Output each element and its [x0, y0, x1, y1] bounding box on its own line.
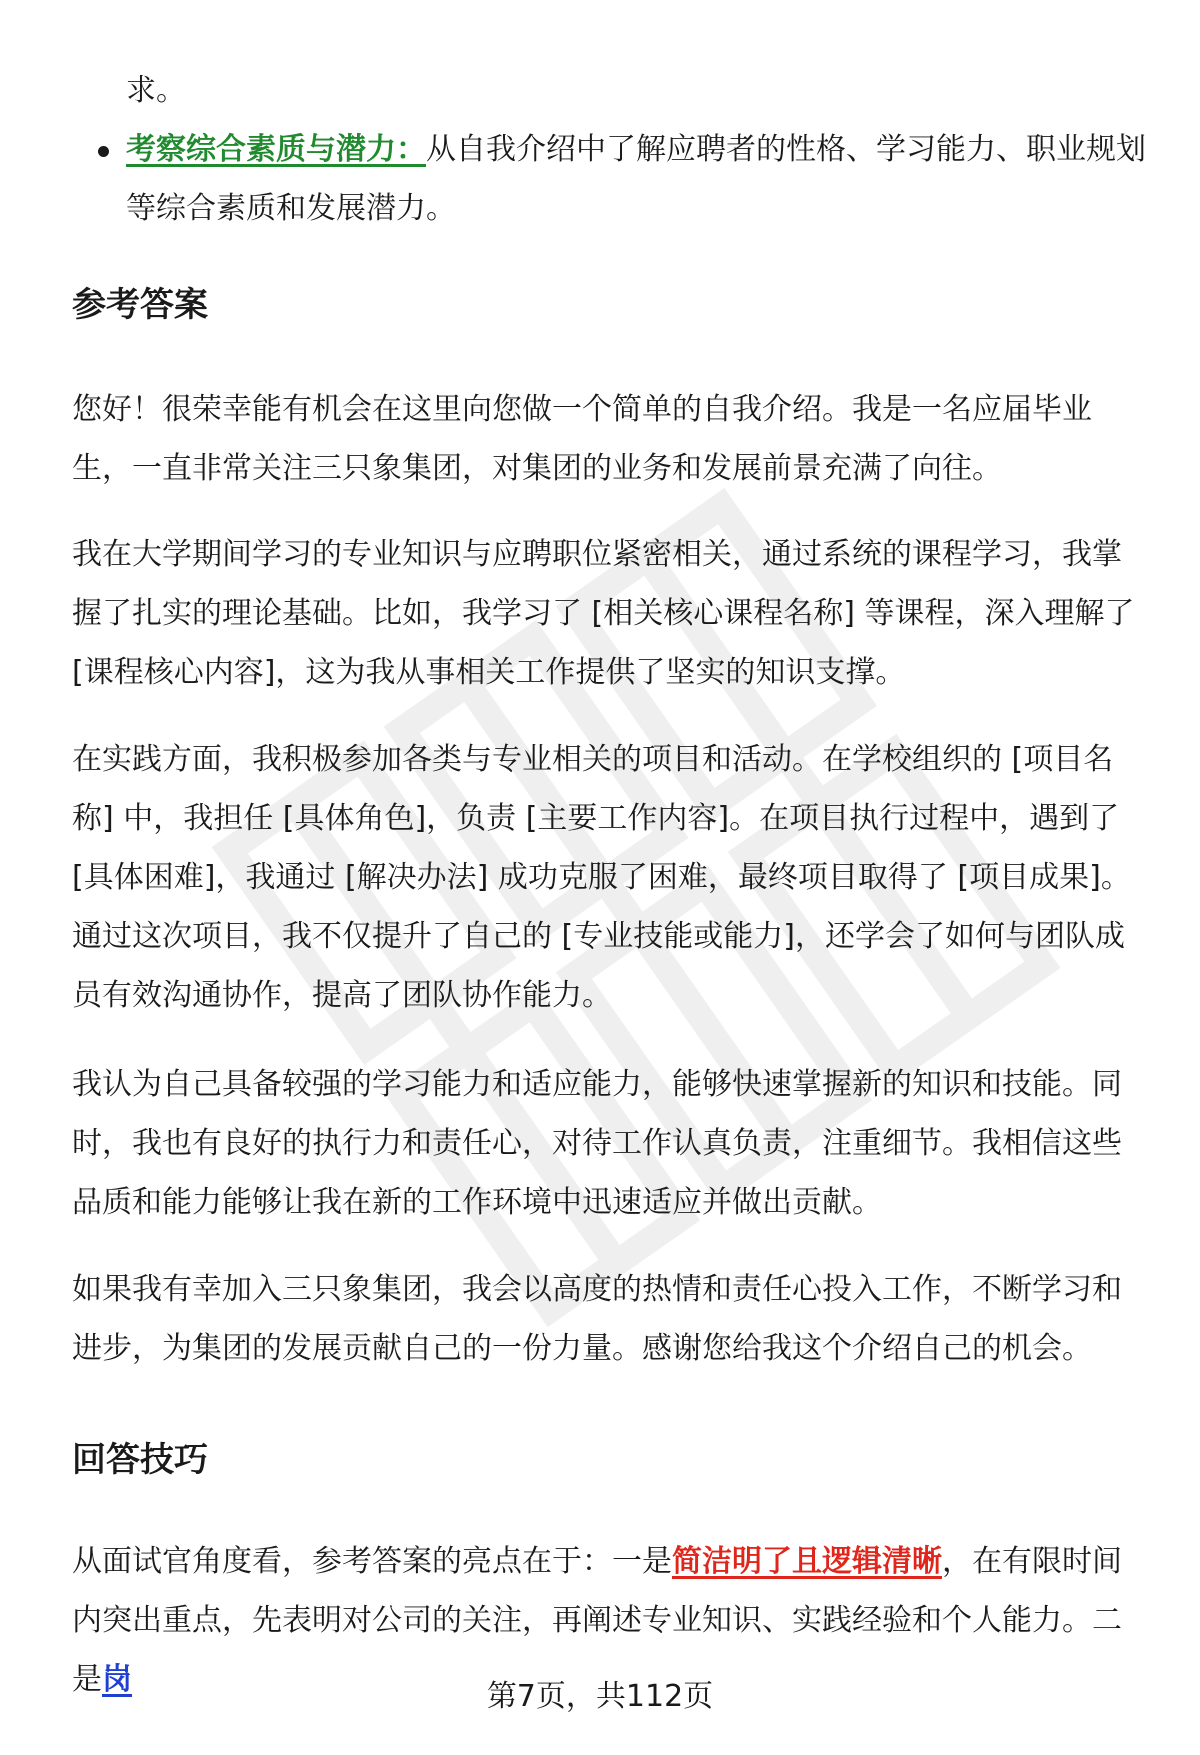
tips-highlight-blue: 岗	[102, 1662, 132, 1697]
page-number-footer: 第7页，共112页	[486, 1679, 714, 1714]
answer-paragraph-4: 我认为自己具备较强的学习能力和适应能力，能够快速掌握新的知识和技能。同时，我也有良好的执行力和责任心，对待工作认真负责，注重细节。我相信这些品质和能力能够让我在新的工作环境中迅速适应并做出贡献。	[72, 1067, 1122, 1220]
bullet-dot-icon	[98, 146, 109, 157]
bullet-item	[126, 120, 1148, 238]
tips-highlight-red: 简洁明了且逻辑清晰	[672, 1544, 942, 1579]
answer-paragraph-1: 您好！很荣幸能有机会在这里向您做一个简单的自我介绍。我是一名应届毕业生，一直非常关注三只象集团，对集团的业务和发展前景充满了向往。	[72, 392, 1092, 486]
answer-paragraph-3: 在实践方面，我积极参加各类与专业相关的项目和活动。在学校组织的 [项目名称] 中，我担任 [具体角色]，负责 [主要工作内容]。在项目执行过程中，遇到了 [具体困难]，我通过 [解决办法] 成功克服了困难，最终项目取得了 [项目成果]。通过这次项目，我不仅提升了自己的 [专业技能或能力]，还学会了如何与团队成员有效沟通协作，提高了团队协作能力。	[72, 742, 1131, 1013]
bullet-text: 从自我介绍中了解应聘者的性格、学习能力、职业规划等综合素质和发展潜力。	[126, 132, 1146, 226]
tips-paragraph: 从面试官角度看，参考答案的亮点在于：一是简洁明了且逻辑清晰，在有限时间内突出重点，先表明对公司的关注，再阐述专业知识、实践经验和个人能力。二是岗	[72, 1544, 1122, 1697]
answer-paragraph-2: 我在大学期间学习的专业知识与应聘职位紧密相关，通过系统的课程学习，我掌握了扎实的理论基础。比如，我学习了 [相关核心课程名称] 等课程，深入理解了 [课程核心内容]，这为我从事相关工作提供了坚实的知识支撑。	[72, 537, 1135, 690]
section-heading-tips: 回答技巧	[72, 1440, 208, 1480]
section-heading-answer: 参考答案	[72, 285, 208, 325]
answer-paragraph-5: 如果我有幸加入三只象集团，我会以高度的热情和责任心投入工作，不断学习和进步，为集团的发展贡献自己的一份力量。感谢您给我这个介绍自己的机会。	[72, 1272, 1122, 1366]
bullet-continuation: 求。	[126, 73, 186, 108]
bullet-highlight: 考察综合素质与潜力：	[126, 132, 426, 167]
